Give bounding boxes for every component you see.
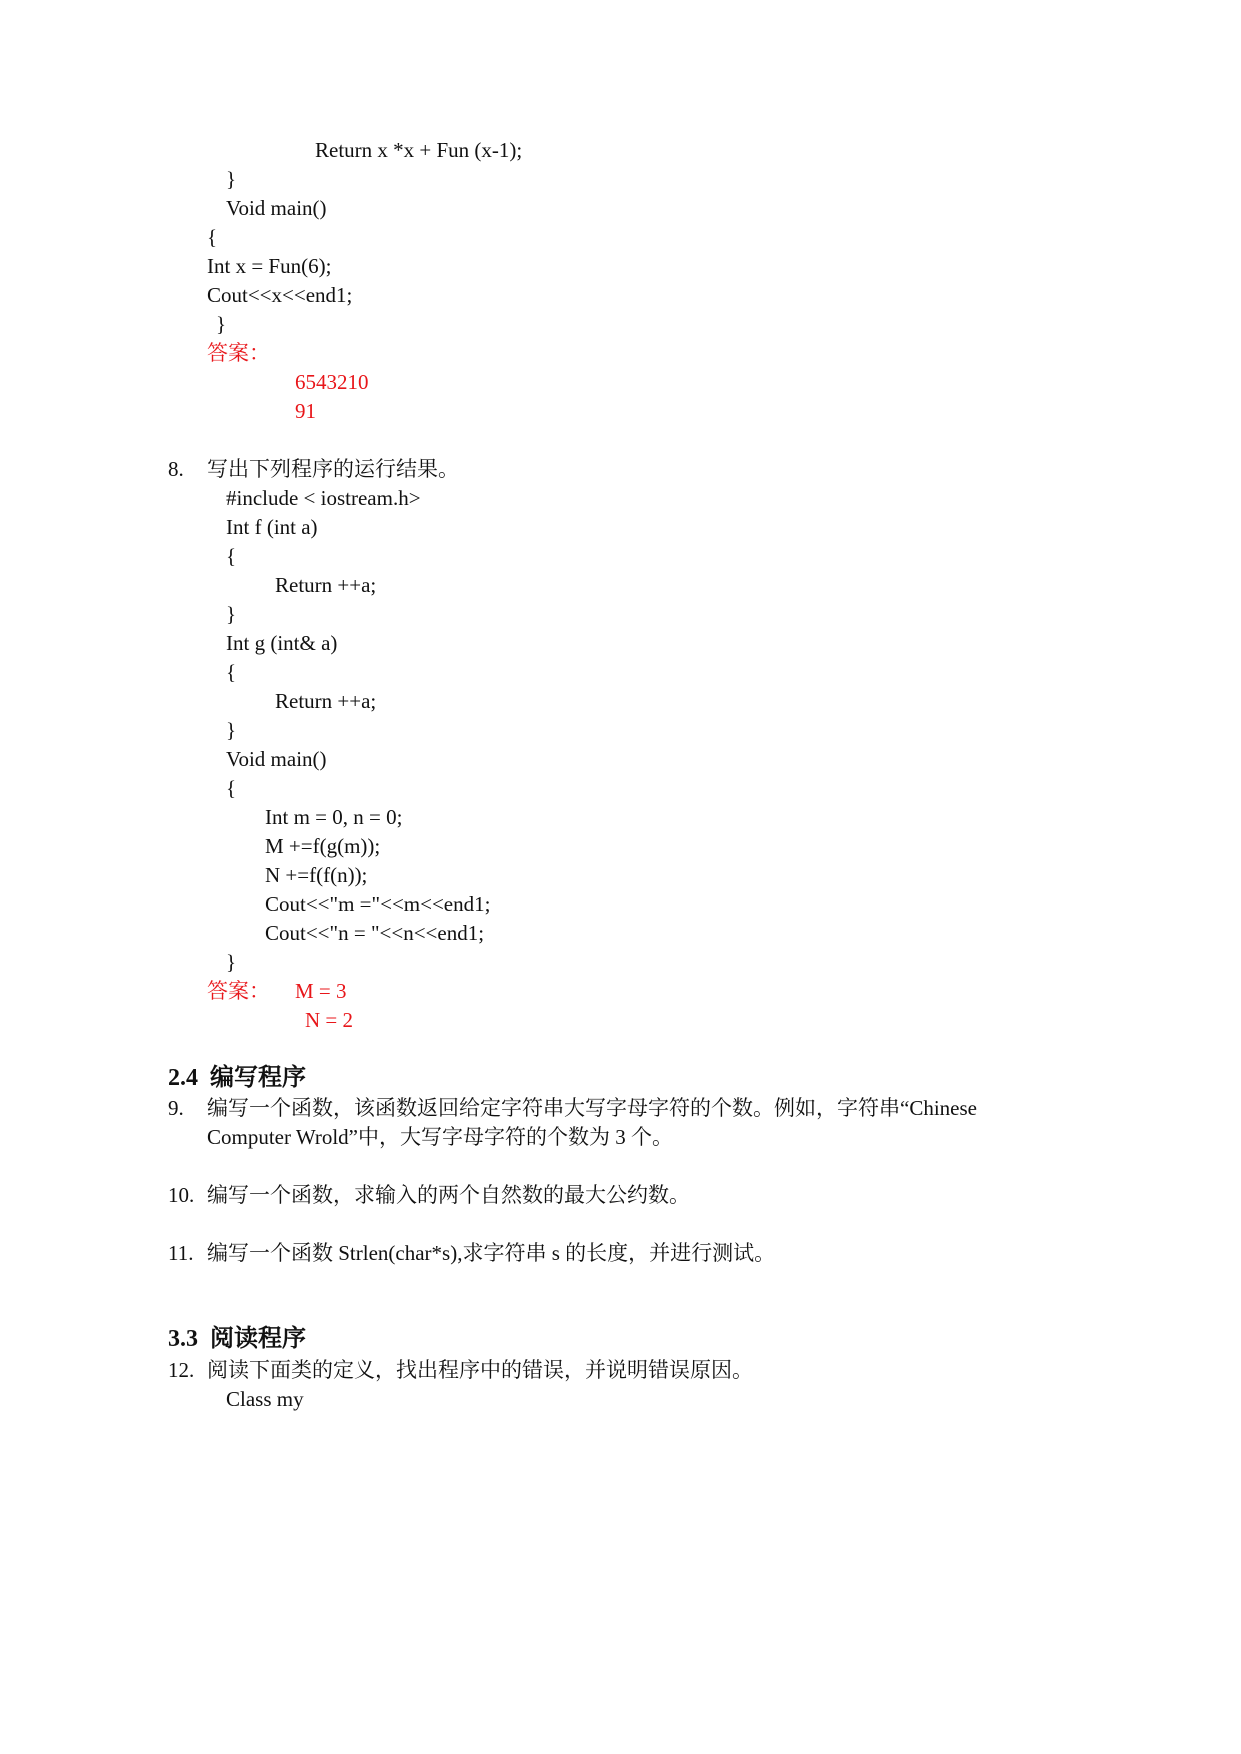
code-line: } <box>226 167 237 191</box>
code-line: Void main() <box>226 196 327 220</box>
question-text: 编写一个函数，该函数返回给定字符串大写字母字符的个数。例如，字符串“Chinese <box>207 1096 977 1120</box>
code-line: Int g (int& a) <box>226 631 338 655</box>
code-line: Int f (int a) <box>226 515 318 539</box>
answer-label: 答案： <box>207 979 270 1003</box>
answer-value: N = 2 <box>305 1008 354 1032</box>
code-line: #include < iostream.h> <box>226 486 421 510</box>
code-line: } <box>216 312 227 336</box>
question-number: 8. <box>168 457 184 481</box>
code-line: Class my <box>226 1387 304 1411</box>
code-line: Cout<<"m ="<<m<<end1; <box>265 892 491 916</box>
section-heading: 3.3 阅读程序 <box>168 1326 306 1352</box>
question-text: 编写一个函数，求输入的两个自然数的最大公约数。 <box>207 1183 690 1207</box>
code-line: } <box>226 950 237 974</box>
question-prompt: 写出下列程序的运行结果。 <box>207 457 459 481</box>
code-line: Return ++a; <box>275 573 377 597</box>
question-number: 10. <box>168 1183 195 1207</box>
question-text: 编写一个函数 Strlen(char*s),求字符串 s 的长度，并进行测试。 <box>207 1241 776 1265</box>
code-line: { <box>226 544 237 568</box>
answer-value: M = 3 <box>295 979 347 1003</box>
question-number: 11. <box>168 1241 194 1265</box>
section-heading: 2.4 编写程序 <box>168 1065 306 1091</box>
question-number: 12. <box>168 1358 195 1382</box>
code-line: Return x *x + Fun (x-1); <box>315 138 523 162</box>
code-line: Void main() <box>226 747 327 771</box>
code-line: Int x = Fun(6); <box>207 254 332 278</box>
question-number: 9. <box>168 1096 184 1120</box>
code-line: { <box>226 660 237 684</box>
code-line: } <box>226 718 237 742</box>
answer-value: 6543210 <box>295 370 369 394</box>
question-text: 阅读下面类的定义，找出程序中的错误，并说明错误原因。 <box>207 1358 753 1382</box>
answer-label: 答案： <box>207 341 270 365</box>
code-line: { <box>207 225 218 249</box>
code-line: Cout<<x<<end1; <box>207 283 353 307</box>
code-line: N +=f(f(n)); <box>265 863 368 887</box>
answer-value: 91 <box>295 399 316 423</box>
code-line: Cout<<"n = "<<n<<end1; <box>265 921 485 945</box>
code-line: Return ++a; <box>275 689 377 713</box>
code-line: Int m = 0, n = 0; <box>265 805 403 829</box>
code-line: { <box>226 776 237 800</box>
code-line: } <box>226 602 237 626</box>
code-line: M +=f(g(m)); <box>265 834 381 858</box>
question-text: Computer Wrold”中，大写字母字符的个数为 3 个。 <box>207 1125 673 1149</box>
